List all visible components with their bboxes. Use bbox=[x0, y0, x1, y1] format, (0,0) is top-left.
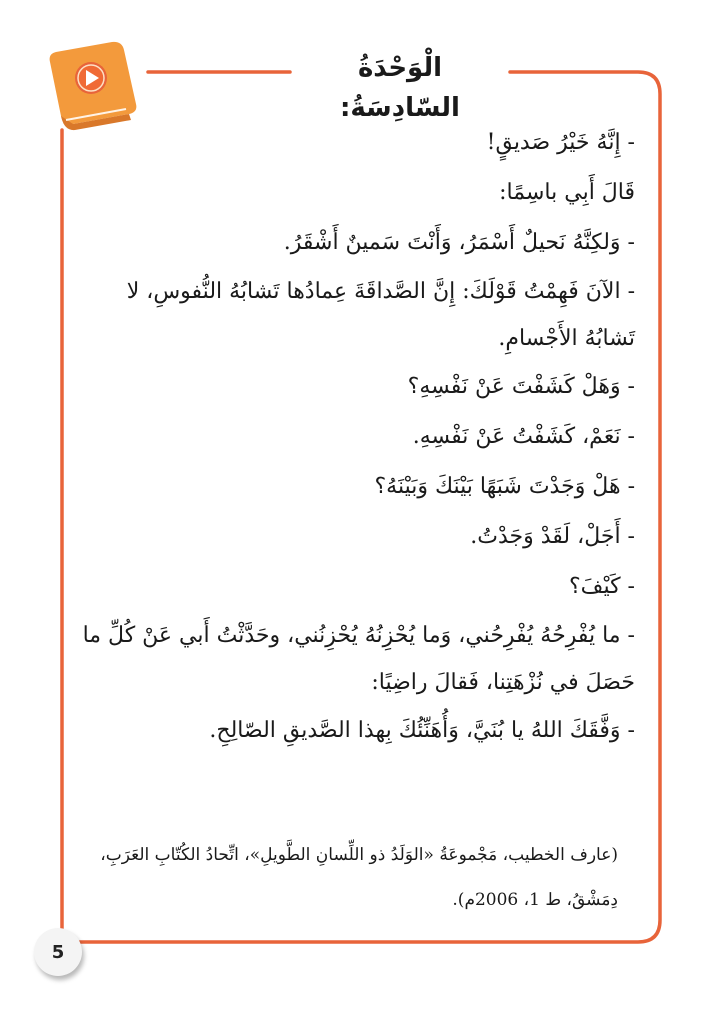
dialogue-line-3: - وَلكِنَّهُ نَحيلٌ أَسْمَرُ، وَأَنْتَ سَمينٌ أَشْقَرُ. bbox=[283, 230, 635, 255]
book-play-icon bbox=[50, 42, 137, 130]
dialogue-line-10: - ما يُفْرِحُهُ يُفْرِحُني، وَما يُحْزِنُهُ يُحْزِنُني، وحَدَّثْتُ أَبي عَنْ كُلِّ ما حَصَلَ في نُزْهَتِنا، فَقالَ راضِيًا: bbox=[82, 623, 635, 695]
dialogue-line-9: - كَيْفَ؟ bbox=[569, 574, 635, 599]
dialogue-line-8: - أَجَلْ، لَقَدْ وَجَدْتُ. bbox=[470, 524, 635, 549]
unit-title: الْوَحْدَةُ السّادِسَةُ: bbox=[340, 53, 460, 123]
source-citation: (عارف الخطيب، مَجْموعَةُ «الوَلَدُ ذو اللِّسانِ الطَّويلِ»، اتِّحادُ الكُتّابِ العَرَبِ، دِمَشْقُ، ط 1، 2006م). bbox=[100, 845, 618, 910]
dialogue-line-2: قَالَ أَبِي باسِمًا: bbox=[499, 180, 635, 205]
dialogue-line-5: - وَهَلْ كَشَفْتَ عَنْ نَفْسِهِ؟ bbox=[407, 374, 635, 399]
dialogue-line-11: - وَفَّقَكَ اللهُ يا بُنَيَّ، وَأُهَنِّئُكَ بِهذا الصَّديقِ الصّالِحِ. bbox=[209, 718, 635, 743]
dialogue-text bbox=[70, 118, 635, 756]
dialogue-line-4: - الآنَ فَهِمْتُ قَوْلَكَ: إِنَّ الصَّداقَةَ عِمادُها تَشابُهُ النُّفوسِ، لا تَشابُهُ الأَجْسامِ. bbox=[126, 279, 635, 351]
page-number: 5 bbox=[34, 928, 82, 976]
dialogue-line-7: - هَلْ وَجَدْتَ شَبَهًا بَيْنَكَ وَبَيْنَهُ؟ bbox=[374, 474, 635, 499]
dialogue-line-1: - إِنَّهُ خَيْرُ صَديقٍ! bbox=[486, 130, 635, 155]
dialogue-line-6: - نَعَمْ، كَشَفْتُ عَنْ نَفْسِهِ. bbox=[412, 424, 635, 449]
